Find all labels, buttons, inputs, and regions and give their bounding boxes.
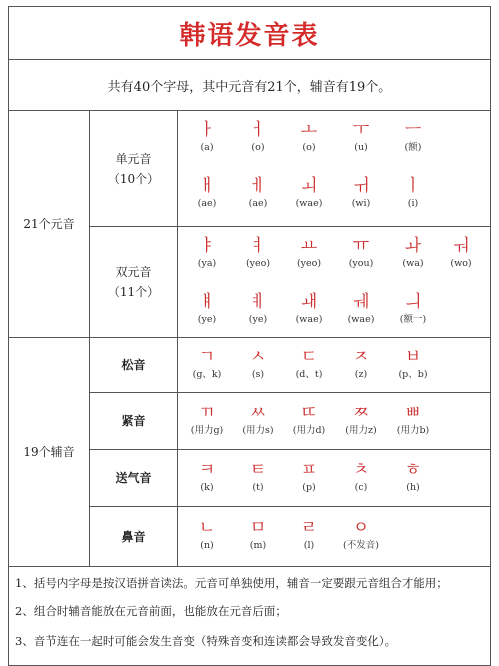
letter-cell [334, 459, 388, 495]
letter-cell [231, 459, 285, 495]
letter-romanization: (c) [354, 482, 368, 493]
letter-romanization: (m) [249, 540, 267, 551]
letter-cell [180, 119, 234, 155]
letter-cell [180, 402, 234, 438]
letter-cell [282, 235, 336, 271]
letter-cell [282, 119, 336, 155]
letter-cell [180, 459, 234, 495]
letter-romanization: (yeo) [245, 258, 271, 269]
vowel-count-label: 21个元音 [23, 217, 75, 231]
letter-glyph: ㄴ [198, 518, 216, 538]
letter-romanization: (用力z) [345, 425, 377, 436]
letter-glyph: ㅓ [249, 120, 267, 140]
letter-romanization: (额一) [399, 314, 427, 325]
consonant-count-label: 19个辅音 [23, 445, 75, 459]
letter-romanization: (wae) [347, 314, 375, 325]
letter-romanization: (k) [200, 482, 214, 493]
letter-glyph: ㅔ [249, 176, 267, 196]
consonant-group-label [9, 338, 89, 566]
letter-romanization: (wa) [402, 258, 424, 269]
letter-romanization: (o) [251, 142, 265, 153]
letter-glyph: ㅘ [404, 236, 422, 256]
letter-romanization: (不发音) [343, 540, 379, 551]
letter-glyph: ㅌ [249, 460, 267, 480]
letter-cell [386, 291, 440, 327]
letter-cell [386, 119, 440, 155]
letter-glyph: ㅃ [404, 403, 422, 423]
letter-cell [334, 235, 388, 271]
letter-romanization: (d、t) [295, 369, 323, 380]
letter-glyph: ㅛ [300, 236, 318, 256]
letter-cell [334, 346, 388, 382]
letter-romanization: (用力g) [190, 425, 224, 436]
letter-glyph: ㄲ [198, 403, 216, 423]
letter-cell [434, 235, 488, 271]
letter-cell [180, 235, 234, 271]
letter-glyph: ㅒ [198, 292, 216, 312]
single-vowel-label: 单元音 （10个） [107, 151, 160, 186]
letter-glyph: ㅠ [352, 236, 370, 256]
letter-cell [231, 119, 285, 155]
letter-romanization: (额) [404, 142, 422, 153]
letter-cell [334, 175, 388, 211]
letter-glyph: ㅙ [300, 292, 318, 312]
letter-glyph: ㅜ [352, 120, 370, 140]
letter-romanization: (ya) [197, 258, 217, 269]
letter-glyph: ㅣ [404, 176, 422, 196]
letter-romanization: (g、k) [192, 369, 222, 380]
letter-cell [180, 291, 234, 327]
letter-romanization: (ae) [248, 198, 268, 209]
letter-cell [231, 517, 285, 553]
letter-glyph: ㅎ [404, 460, 422, 480]
letter-cell [282, 402, 336, 438]
letter-cell [231, 402, 285, 438]
consonant-type-label: 紧音 [121, 414, 146, 428]
letter-glyph: ㅊ [352, 460, 370, 480]
letter-cell [231, 346, 285, 382]
letter-cell [386, 346, 440, 382]
letter-romanization: (i) [407, 198, 419, 209]
letter-romanization: (ae) [197, 198, 217, 209]
letter-glyph: ㅞ [352, 292, 370, 312]
letter-cell [180, 175, 234, 211]
letter-romanization: (wi) [351, 198, 371, 209]
letter-glyph: ㅇ [352, 518, 370, 538]
letter-cell [386, 175, 440, 211]
letter-romanization: (o) [302, 142, 316, 153]
letter-cell [334, 119, 388, 155]
letter-glyph: ㅡ [404, 120, 422, 140]
letter-cell [231, 291, 285, 327]
letter-glyph: ㅅ [249, 347, 267, 367]
letter-glyph: ㄸ [300, 403, 318, 423]
letter-cell [386, 235, 440, 271]
letter-cell [282, 291, 336, 327]
letter-glyph: ㅚ [300, 176, 318, 196]
letter-cell [334, 291, 388, 327]
letter-romanization: (u) [354, 142, 368, 153]
letter-glyph: ㅉ [352, 403, 370, 423]
note-line: 1、括号内字母是按汉语拼音读法。元音可单独使用，辅音一定要跟元音组合才能用； [15, 576, 448, 590]
divider [9, 566, 490, 567]
letter-glyph: ㅟ [352, 176, 370, 196]
letter-romanization: (p、b) [398, 369, 428, 380]
letter-cell [282, 346, 336, 382]
letter-cell [180, 517, 234, 553]
letter-glyph: ㄹ [300, 518, 318, 538]
letter-cell [334, 402, 388, 438]
note-line: 2、组合时辅音能放在元音前面，也能放在元音后面； [15, 604, 287, 618]
letter-romanization: (用力s) [242, 425, 274, 436]
letter-romanization: (用力d) [292, 425, 326, 436]
letter-romanization: (ye) [248, 314, 268, 325]
letter-romanization: (s) [251, 369, 265, 380]
letter-romanization: (wo) [450, 258, 472, 269]
page-title: 韩语发音表 [9, 7, 490, 60]
letter-romanization: (用力b) [396, 425, 430, 436]
note-line: 3、音节连在一起时可能会发生音变（特殊音变和连读都会导致发音变化）。 [15, 634, 397, 648]
letter-glyph: ㄱ [198, 347, 216, 367]
letter-glyph: ㅁ [249, 518, 267, 538]
letter-glyph: ㅢ [404, 292, 422, 312]
subtitle: 共有40个字母，其中元音有21个，辅音有19个。 [9, 60, 490, 111]
letter-romanization: (p) [302, 482, 316, 493]
vowel-group-label [9, 111, 89, 337]
letter-romanization: (you) [348, 258, 374, 269]
consonant-type-label: 鼻音 [121, 529, 146, 544]
letter-glyph: ㅆ [249, 403, 267, 423]
letter-romanization: (l) [303, 540, 315, 551]
letter-glyph: ㅈ [352, 347, 370, 367]
letter-romanization: (wae) [295, 198, 323, 209]
letter-romanization: (wae) [295, 314, 323, 325]
pronunciation-table [8, 6, 491, 666]
letter-cell [282, 459, 336, 495]
letter-glyph: ㅍ [300, 460, 318, 480]
letter-glyph: ㅏ [198, 120, 216, 140]
letter-romanization: (t) [252, 482, 264, 493]
letter-glyph: ㅑ [198, 236, 216, 256]
letter-glyph: ㅋ [198, 460, 216, 480]
letter-glyph: ㅐ [198, 176, 216, 196]
letter-cell [180, 346, 234, 382]
letter-cell [386, 459, 440, 495]
letter-glyph: ㅕ [249, 236, 267, 256]
letter-romanization: (z) [354, 369, 368, 380]
consonant-type-label: 送气音 [115, 471, 152, 485]
letter-cell [282, 517, 336, 553]
letter-romanization: (yeo) [296, 258, 322, 269]
letter-cell [231, 175, 285, 211]
letter-glyph: ㅗ [300, 120, 318, 140]
letter-cell [334, 517, 388, 553]
divider [177, 111, 178, 566]
double-vowel-label: 双元音 （11个） [107, 265, 160, 299]
letter-glyph: ㅖ [249, 292, 267, 312]
letter-romanization: (ye) [197, 314, 217, 325]
letter-cell [231, 235, 285, 271]
consonant-type-label: 松音 [121, 358, 146, 372]
letter-glyph: ㅝ [452, 236, 470, 256]
letter-romanization: (n) [200, 540, 214, 551]
letter-romanization: (h) [406, 482, 420, 493]
letter-romanization: (a) [200, 142, 214, 153]
letter-cell [386, 402, 440, 438]
letter-cell [282, 175, 336, 211]
letter-glyph: ㄷ [300, 347, 318, 367]
letter-glyph: ㅂ [404, 347, 422, 367]
